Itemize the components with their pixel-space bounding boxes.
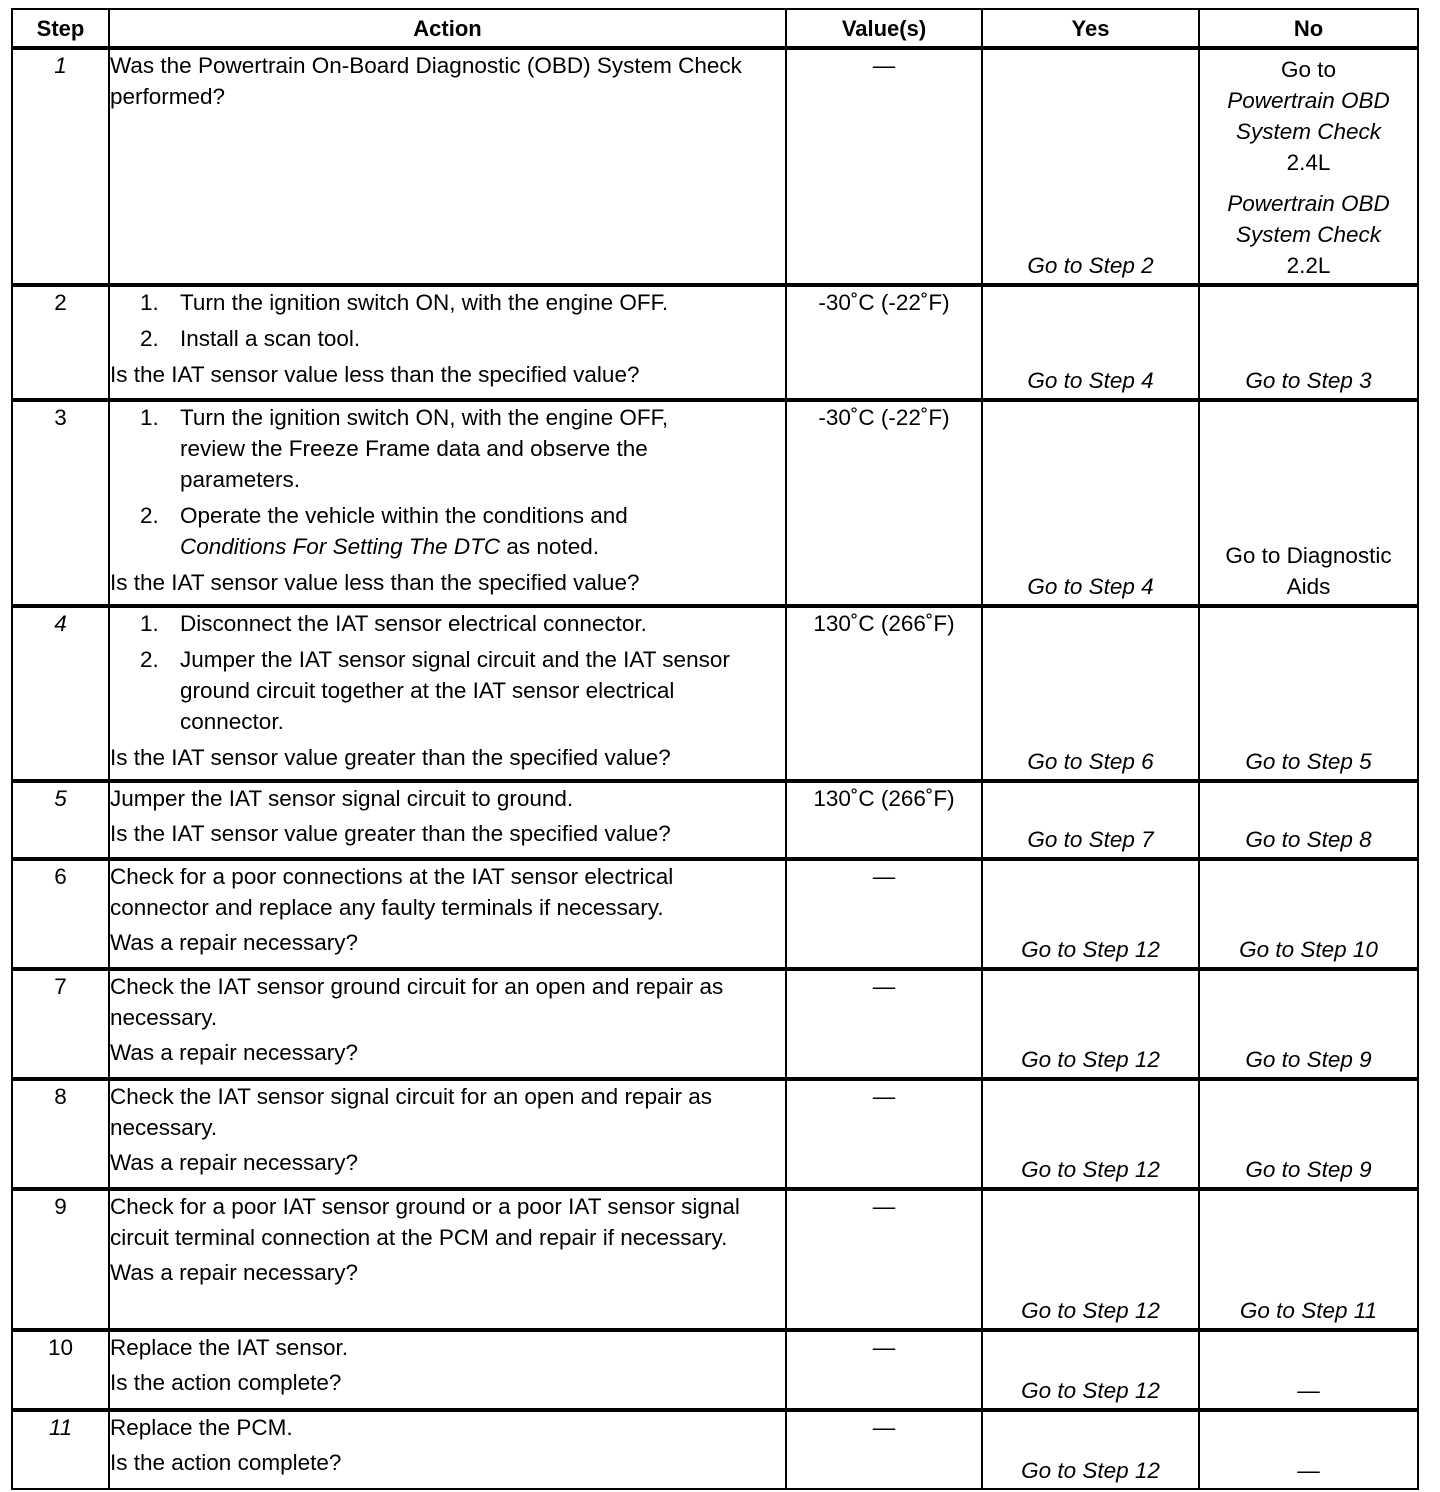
yes-cell (982, 48, 1199, 285)
action-cell (109, 48, 786, 285)
yes-cell (982, 606, 1199, 781)
table-row (12, 1079, 1418, 1189)
yes-link[interactable]: Go to Step 4 (1027, 368, 1154, 393)
no-link[interactable]: Go to Step 9 (1245, 1157, 1372, 1182)
yes-link[interactable]: Go to Step 6 (1027, 749, 1154, 774)
step-number: 3 (12, 400, 109, 606)
no-dash: — (1297, 1378, 1320, 1403)
step-number: 5 (12, 781, 109, 859)
value-cell: 130˚C (266˚F) (786, 781, 982, 859)
action-question: Is the IAT sensor value greater than the specified value? (110, 745, 671, 770)
value-cell: — (786, 859, 982, 969)
no-link[interactable]: Go to Step 11 (1239, 1298, 1378, 1323)
action-cell (109, 859, 786, 969)
no-cell (1199, 285, 1418, 400)
value-cell: — (786, 1189, 982, 1330)
substep: 2. Jumper the IAT sensor signal circuit and the IAT sensor ground circuit together at the IAT sensor electrical connector. (140, 647, 730, 734)
action-cell (109, 1410, 786, 1489)
step-number: 8 (12, 1079, 109, 1189)
substep: 1. Turn the ignition switch ON, with the engine OFF. (140, 290, 669, 315)
action-text: Check for a poor connections at the IAT sensor electrical connector and replace any faulty terminals if necessary. (110, 864, 674, 920)
no-link[interactable]: Go to Step 10 (1239, 937, 1378, 962)
no-cell (1199, 1189, 1418, 1330)
no-link[interactable]: Go to Step 9 (1245, 1047, 1372, 1072)
value-cell: -30˚C (-22˚F) (786, 285, 982, 400)
table-row (12, 1189, 1418, 1330)
yes-cell (982, 1189, 1199, 1330)
action-text: Replace the PCM. (110, 1415, 293, 1440)
yes-link[interactable]: Go to Step 12 (1021, 1047, 1160, 1072)
substep: 1. Turn the ignition switch ON, with the engine OFF, review the Freeze Frame data and observe the parameters. (140, 405, 669, 492)
header-no: No (1199, 9, 1418, 48)
action-cell (109, 606, 786, 781)
no-link[interactable]: Go to Step 3 (1245, 368, 1372, 393)
table-row (12, 48, 1418, 285)
substep-list (110, 287, 785, 354)
yes-cell (982, 1079, 1199, 1189)
header-action: Action (109, 9, 786, 48)
value-cell: -30˚C (-22˚F) (786, 400, 982, 606)
action-question: Is the IAT sensor value less than the specified value? (110, 570, 640, 595)
value-cell: — (786, 1330, 982, 1410)
action-cell (109, 1330, 786, 1410)
yes-cell (982, 859, 1199, 969)
substep: 2. Operate the vehicle within the conditions and Conditions For Setting The DTC as noted. (140, 503, 628, 559)
value-cell: — (786, 1410, 982, 1489)
yes-cell (982, 781, 1199, 859)
value-cell: — (786, 969, 982, 1079)
yes-link[interactable]: Go to Step 4 (1027, 574, 1154, 599)
header-values: Value(s) (786, 9, 982, 48)
header-row (12, 9, 1418, 48)
action-cell (109, 969, 786, 1079)
step-number: 2 (12, 285, 109, 400)
table-row (12, 1410, 1418, 1489)
action-text: Check for a poor IAT sensor ground or a poor IAT sensor signal circuit terminal connection at the PCM and repair if necessary. (110, 1194, 740, 1250)
table-row (12, 781, 1418, 859)
table-row (12, 285, 1418, 400)
no-prefix: Go to (1280, 57, 1337, 82)
action-question: Is the IAT sensor value greater than the specified value? (110, 821, 671, 846)
table-row (12, 859, 1418, 969)
table-row (12, 400, 1418, 606)
yes-link[interactable]: Go to Step 12 (1021, 1298, 1160, 1323)
value-cell: 130˚C (266˚F) (786, 606, 982, 781)
step-number: 4 (12, 606, 109, 781)
action-cell (109, 400, 786, 606)
yes-cell (982, 400, 1199, 606)
yes-cell (982, 969, 1199, 1079)
no-cell (1199, 781, 1418, 859)
no-cell (1199, 859, 1418, 969)
no-cell (1199, 1330, 1418, 1410)
substep-list (110, 608, 785, 737)
action-text: Check the IAT sensor ground circuit for an open and repair as necessary. (110, 974, 724, 1030)
yes-link[interactable]: Go to Step 7 (1027, 827, 1154, 852)
yes-cell (982, 285, 1199, 400)
substep: 2. Install a scan tool. (140, 326, 361, 351)
step-number: 11 (12, 1410, 109, 1489)
action-question: Was a repair necessary? (110, 1040, 359, 1065)
no-cell (1199, 606, 1418, 781)
diagnostic-sheet (11, 8, 1417, 1490)
header-yes: Yes (982, 9, 1199, 48)
action-question: Was a repair necessary? (110, 1260, 359, 1285)
yes-link[interactable]: Go to Step 2 (1027, 253, 1154, 278)
no-link[interactable]: Go to Step 5 (1245, 749, 1372, 774)
action-text: Was the Powertrain On-Board Diagnostic (OBD) System Check performed? (110, 53, 742, 109)
action-question: Is the action complete? (110, 1450, 342, 1475)
action-text: Jumper the IAT sensor signal circuit to ground. (110, 786, 574, 811)
no-cell (1199, 48, 1418, 285)
step-number: 6 (12, 859, 109, 969)
step-number: 10 (12, 1330, 109, 1410)
action-text: Replace the IAT sensor. (110, 1335, 349, 1360)
yes-link[interactable]: Go to Step 12 (1021, 1157, 1160, 1182)
table-row (12, 1330, 1418, 1410)
table-row (12, 969, 1418, 1079)
no-cell (1199, 1079, 1418, 1189)
no-link-22l[interactable]: Powertrain OBD System Check (1227, 191, 1390, 247)
no-cell (1199, 969, 1418, 1079)
no-suffix-24l: 2.4L (1286, 150, 1331, 175)
action-cell (109, 781, 786, 859)
yes-link[interactable]: Go to Step 12 (1021, 1378, 1160, 1403)
step-number: 9 (12, 1189, 109, 1330)
value-cell: — (786, 1079, 982, 1189)
action-question: Was a repair necessary? (110, 930, 359, 955)
action-text: Check the IAT sensor signal circuit for an open and repair as necessary. (110, 1084, 712, 1140)
no-cell (1199, 1410, 1418, 1489)
substep: 1. Disconnect the IAT sensor electrical connector. (140, 611, 647, 636)
yes-link[interactable]: Go to Step 12 (1021, 1458, 1160, 1483)
action-cell (109, 285, 786, 400)
step-number: 1 (12, 48, 109, 285)
substep-list (110, 402, 785, 562)
no-link-24l[interactable]: Powertrain OBD System Check (1227, 88, 1390, 144)
yes-link[interactable]: Go to Step 12 (1021, 937, 1160, 962)
action-question: Is the IAT sensor value less than the specified value? (110, 362, 640, 387)
action-cell (109, 1189, 786, 1330)
header-step: Step (12, 9, 109, 48)
yes-cell (982, 1410, 1199, 1489)
no-link[interactable]: Go to Step 8 (1245, 827, 1372, 852)
step-number: 7 (12, 969, 109, 1079)
no-cell (1199, 400, 1418, 606)
no-suffix-22l: 2.2L (1286, 253, 1331, 278)
action-question: Was a repair necessary? (110, 1150, 359, 1175)
diagnostic-table (11, 8, 1419, 1490)
table-row (12, 606, 1418, 781)
action-cell (109, 1079, 786, 1189)
value-cell: — (786, 48, 982, 285)
no-link[interactable]: Go to Diagnostic Aids (1225, 543, 1392, 599)
action-question: Is the action complete? (110, 1370, 342, 1395)
no-dash: — (1297, 1458, 1320, 1483)
yes-cell (982, 1330, 1199, 1410)
